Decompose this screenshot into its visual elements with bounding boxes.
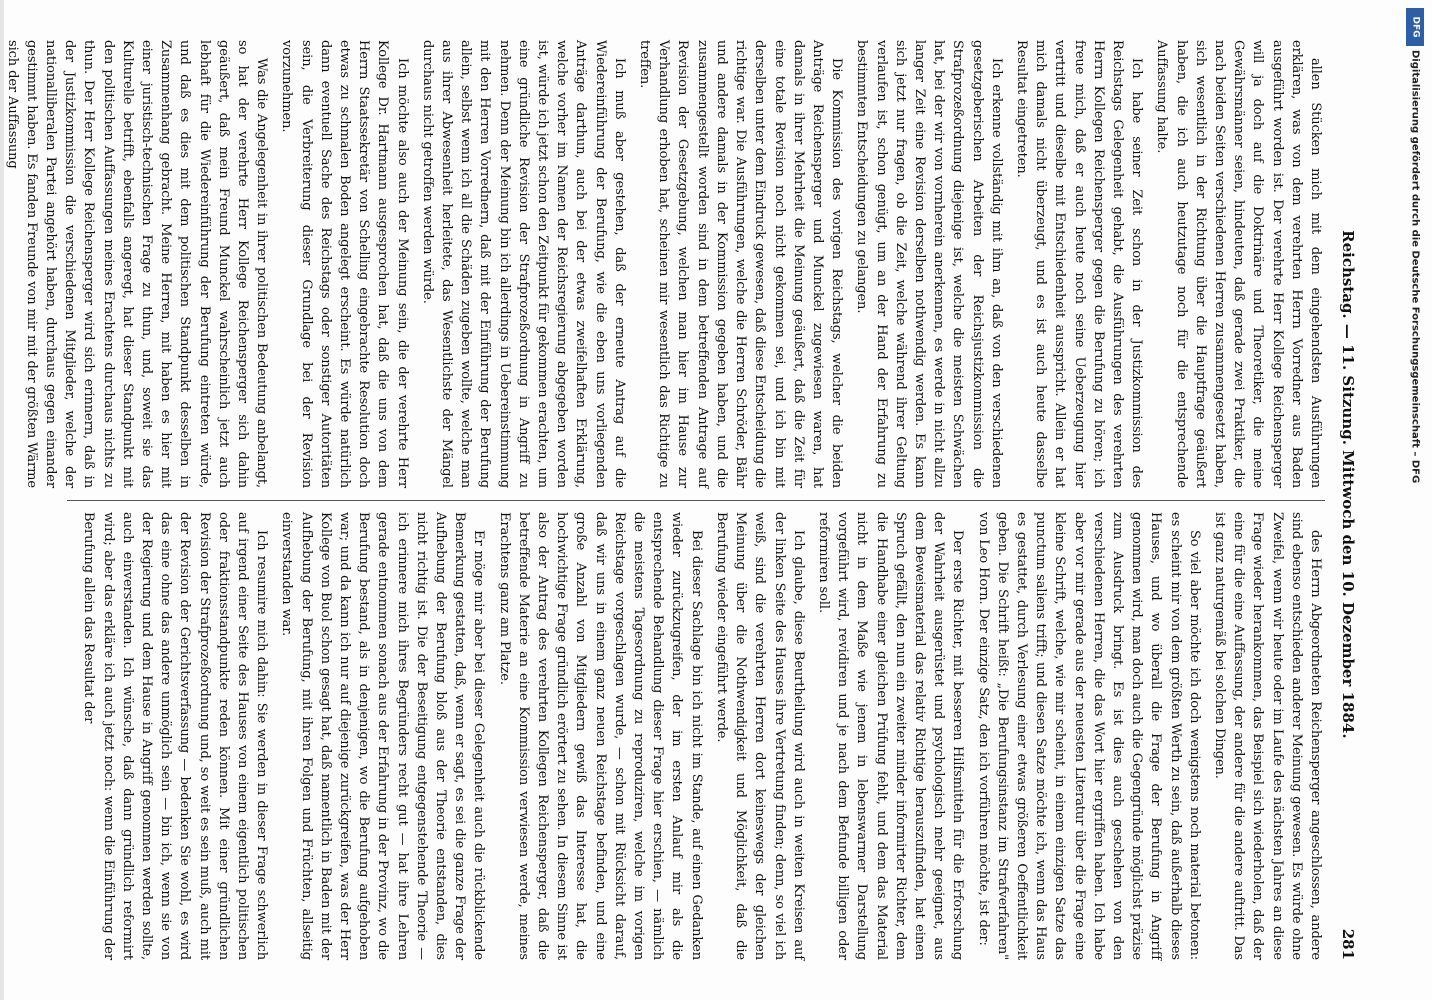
funding-credit-text: Digitalisierung gefördert durch die Deutsche Forschungsgemeinschaft – DFG bbox=[1409, 50, 1421, 484]
paragraph: Bei dieser Sachlage bin ich nicht im Stande, auf einen Gedanken wieder zurückzugreifen, der im ersten Anlauf mir als die entsprechende Behandlung dieser Frage hier erschien, — nämlich die meistens Tagesordnung zu reproduziren, welche im vorigen Reichstage vorgeschlagen wurde, — schon mit Rücksicht darauf, daß wir uns in einem ganz neuen Reichstage befinden, und eine große Anzahl von Mitgliedern gewiß das Interesse hat, die hochwichtige Frage gründlich erörtert zu sehen. In diesem Sinne ist also der Antrag des verehrten Kollegen Reichensperger, daß die betreffende Materie an eine Kommission verwiesen werde, meines Erachtens ganz am Platze. bbox=[496, 512, 704, 960]
column-left bbox=[4, 40, 1325, 488]
paragraph: Ich erkenne vollständig mit ihm an, daß von den verschiedenen gesetzgeberischen Arbeiten der Reichsjustizkommission die Strafprozeßordnung diejenige ist, welche die meisten Schwächen hat, bei der wir von vornherein anerkennen, es werde in nicht allzu langer Zeit eine Revision derselben nothwendig werden. Es kann sich jetzt nur fragen, ob die Zeit, welche während ihrer Geltung verlaufen ist, schon genügt, um an der Hand der Erfahrung zu bestimmten Entscheidungen zu gelangen. bbox=[854, 40, 1004, 488]
paragraph: Ich habe seiner Zeit schon in der Justizkommission des Reichstags Gelegenheit gehabt, die Ausführungen des verehrten Herrn Kollegen Reichensperger gegen die Berufung zu hören; ich freue mich, daß er auch heute noch seine Ueberzeugung hier vertritt und dieselbe mit Entschiedenheit ausspricht. Allein er hat mich damals nicht überzeugt, und es ist auch heute dasselbe Resultat eingetreten. bbox=[1013, 40, 1145, 488]
text-columns bbox=[4, 40, 1325, 960]
column-right bbox=[67, 512, 1325, 960]
paragraph: des Herrn Abgeordneten Reichensperger angeschlossen, andere sind ebenso entschieden anderer Meinung gewesen. Es würde ohne Zweifel, wenn wir heute oder im Laufe des nächsten Jahres an diese Frage wieder herankommen, das Beispiel sich wiederholen, daß der eine für die eine Auffassung, der andere für die andere auftritt. Das ist ganz naturgemäß bei solchen Dingen. bbox=[1211, 512, 1323, 960]
header-title: Reichstag. — 11. Sitzung. Mittwoch den 10. Dezember 1884. bbox=[1339, 230, 1357, 739]
paragraph: Ich muß aber gestehen, daß der erneute Antrag auf die Wiedereinführung der Berufung, wie die eben uns vorliegenden Anträge darthun, auch bei der etwas zweifelhaften Erklärung, welche vorher im Namen der Reichsregierung abgegeben worden ist, würde ich jetzt schon den Zeitpunkt für gekommen erachten, um eine gründliche Revision der Strafprozeßordnung in Angriff zu nehmen. Denn der Meinung bin ich allerdings in Uebereinstimmung mit den Herren Vorrednern, daß mit der Einführung der Berufung allein, selbst wenn ich all die Schäden zugeben wollte, welche man aus ihrer Abwesenheit herleitete, das Wesentlichste der Mängel durchaus nicht getroffen werden würde. bbox=[419, 40, 627, 488]
paragraph: Die Kommission des vorigen Reichstags, welcher die beiden Anträge Reichensperger und Munckel zugewiesen waren, hat damals in ihrer Mehrheit die Meinung geäußert, daß die Zeit für eine totale Revision noch nicht gekommen sei, und ich bin mit derselben unter dem Eindruck gewesen, daß diese Entscheidung die richtige war. Die Ausführungen, welche die Herren Schröder, Bähr und andere damals in der Kommission gegeben haben, und die zusammengestellt worden sind in dem betreffenden Antrage auf Revision der Gesetzgebung, welchen man hier im Hause zur Verhandlung erhoben hat, scheinen mir wesentlich das Richtige zu treffen. bbox=[637, 40, 845, 488]
dfg-logo-text: DFG bbox=[1410, 16, 1421, 38]
paragraph: allen Stücken mich mit dem eingehendsten Ausführungen erklären, was von dem verehrten Herrn Vorredner aus Baden ausgeführt worden ist. Der verehrte Herr Kollege Reichensperger will ja doch auf die Doktrinäre und Theoretiker, die meine Gewährsmänner seien, hindeuten, daß gerade zwei Praktiker, die nach beiden Seiten verschiedenen Herren zusammengesetzt haben, sich wesentlich in der Richtung über die Hauptfrage geäußert haben, die ich auch heutzutage noch für die entsprechende Auffassung halte. bbox=[1154, 40, 1323, 488]
paragraph: Ich möchte also auch der Meinung sein, die der verehrte Herr Kollege Dr. Hartmann ausgesprochen hat, daß die uns von dem Herrn Staatssekretär von Schelling eingebrachte Resolution doch etwas zu schmalen Boden angelegt erscheint. Es würde natürlich dann eventuell Sache des Reichstags oder sonstiger Autoritäten sein, die Verbreiterung dieser Grundlage bei der Revision vorzunehmen. bbox=[279, 40, 410, 488]
digitization-sidebar bbox=[1400, 0, 1430, 1000]
paragraph: So viel aber möchte ich doch wenigstens noch material betonen: es scheint mir von dem größten Werth zu sein, daß außerhalb dieses Hauses, und wo überall die Frage der Berufung in Angriff genommen wird, man doch auch die Gegengründe möglichst präzise zum Ausdruck bringt. Es ist dies auch geschehen von den verschiedenen Herren, die das Wort hier ergriffen haben. Ich habe aber vor mir gerade aus der neuesten Literatur über die Frage eine kleine Schrift, welche, wie mir scheint, in einem einzigen Satze das punctum saliens trifft; und diesen Satze möchte ich, wenn das Haus es gestattet, durch Verlesung einer etwas größeren Oeffentlichkeit geben. Die Schrift heißt: „Die Berufungsinstanz im Strafverfahren" von Leo Horn. Der einzige Satz, den ich vorführen möchte, ist der: bbox=[975, 512, 1202, 960]
funding-credit bbox=[1402, 50, 1428, 850]
paragraph: Ich resumire mich dahin: Sie werden in dieser Frage schwerlich auf irgend einer Seite des Hauses von einem eigentlich politischen oder fraktionsstandpunkte reden können. Mit einer gründlichen Revision der Strafprozeßordnung und, so weit es sein muß, auch mit der Revision der Gerichtsverfassung — bedenken Sie wohl, es wird das eine ohne das andere unmöglich sein — bin ich, wenn sie von der Regierung und dem Hause in Angriff genommen werden sollte, auch einverstanden. Ich wünsche, daß dann gründlich reformirt wird; aber das erkläre ich auch jetzt noch: wenn die Einführung der Berufung allein das Resultat der bbox=[81, 512, 270, 960]
dfg-logo bbox=[1406, 8, 1424, 46]
rotated-print-block bbox=[4, 20, 1381, 980]
running-header bbox=[1333, 40, 1363, 960]
paragraph: Er möge mir aber bei dieser Gelegenheit auch die rückblickende Bemerkung gestatten, daß, wenn er sagt, es sei die ganze Frage der Aufhebung der Berufung bloß aus der Theorie entstanden, dies nicht richtig ist. Die der Beseitigung entgegenstehende Theorie — ich erinnere mich ihres Begründers recht gut — hat ihre Lehren gerade entnommen sonach aus der Erfahrung in der Provinz, wo die Berufung bestand, als in denjenigen, wo die Berufung aufgehoben war; und da kann ich nur auf diejenige zurückgreifen, was der Herr Kollege von Buol schon gesagt hat, daß namentlich in Baden mit der Aufhebung der Berufung, mit ihren Folgen und Früchten, allseitig einverstanden war. bbox=[279, 512, 487, 960]
paragraph: Der erste Richter, mit besseren Hilfsmitteln für die Erforschung der Wahrheit ausgerüstet und psychologisch mehr geeignet, aus dem Beweismaterial das relativ Richtige herauszufinden, hat einen Spruch gefällt, den nun ein zweiter minder informirter Richter, dem die Handhabe einer gleichen Prüfung fehlt, und dem das Material nicht in dem Maße wie jenem in lebenswarmer Darstellung vorgeführt wird, revidiren und je nach dem Befunde billigen oder reformiren soll. bbox=[815, 512, 966, 960]
paragraph: Was die Angelegenheit in ihrer politischen Bedeutung anbelangt, so hat der verehrte Herr Kollege Reichensperger sich dahin geäußert, daß mein Freund Munckel wahrscheinlich jetzt auch lebhaft für die Wiedereinführung der Berufung eintreten würde, und daß es dies mit dem politischen Standpunkt desselben in Zusammenhang gebracht. Meine Herren, mit haben es hier mit einer juristisch-technischen Frage zu thun, und, soweit sie das Kulturelle betrifft, ebenfalls angeregt, hat dieser Standpunkt mit den politischen Auffassungen meines Erachtens durchaus nichts zu thun. Der Herr Kollege Reichensperger wird sich erinnern, daß in der Justizkommission die verschiedenen Mitglieder, welche der nationalliberalen Partei angehört haben, durchaus gegen einander gestimmt haben. Es fanden Freunde von mir mit der größten Wärme sich der Auffassung bbox=[4, 40, 270, 488]
page-number: 281 bbox=[1339, 928, 1357, 960]
paragraph: Ich glaube, diese Beurtheilung wird auch in weiten Kreisen auf der linken Seite des Hauses ihre Vertretung finden; denn, so viel ich weiß, sind die verehrten Herren dort keineswegs der gleichen Meinung über die Nothwendigkeit und Möglichkeit, daß die Berufung wieder eingeführt werde. bbox=[713, 512, 806, 960]
